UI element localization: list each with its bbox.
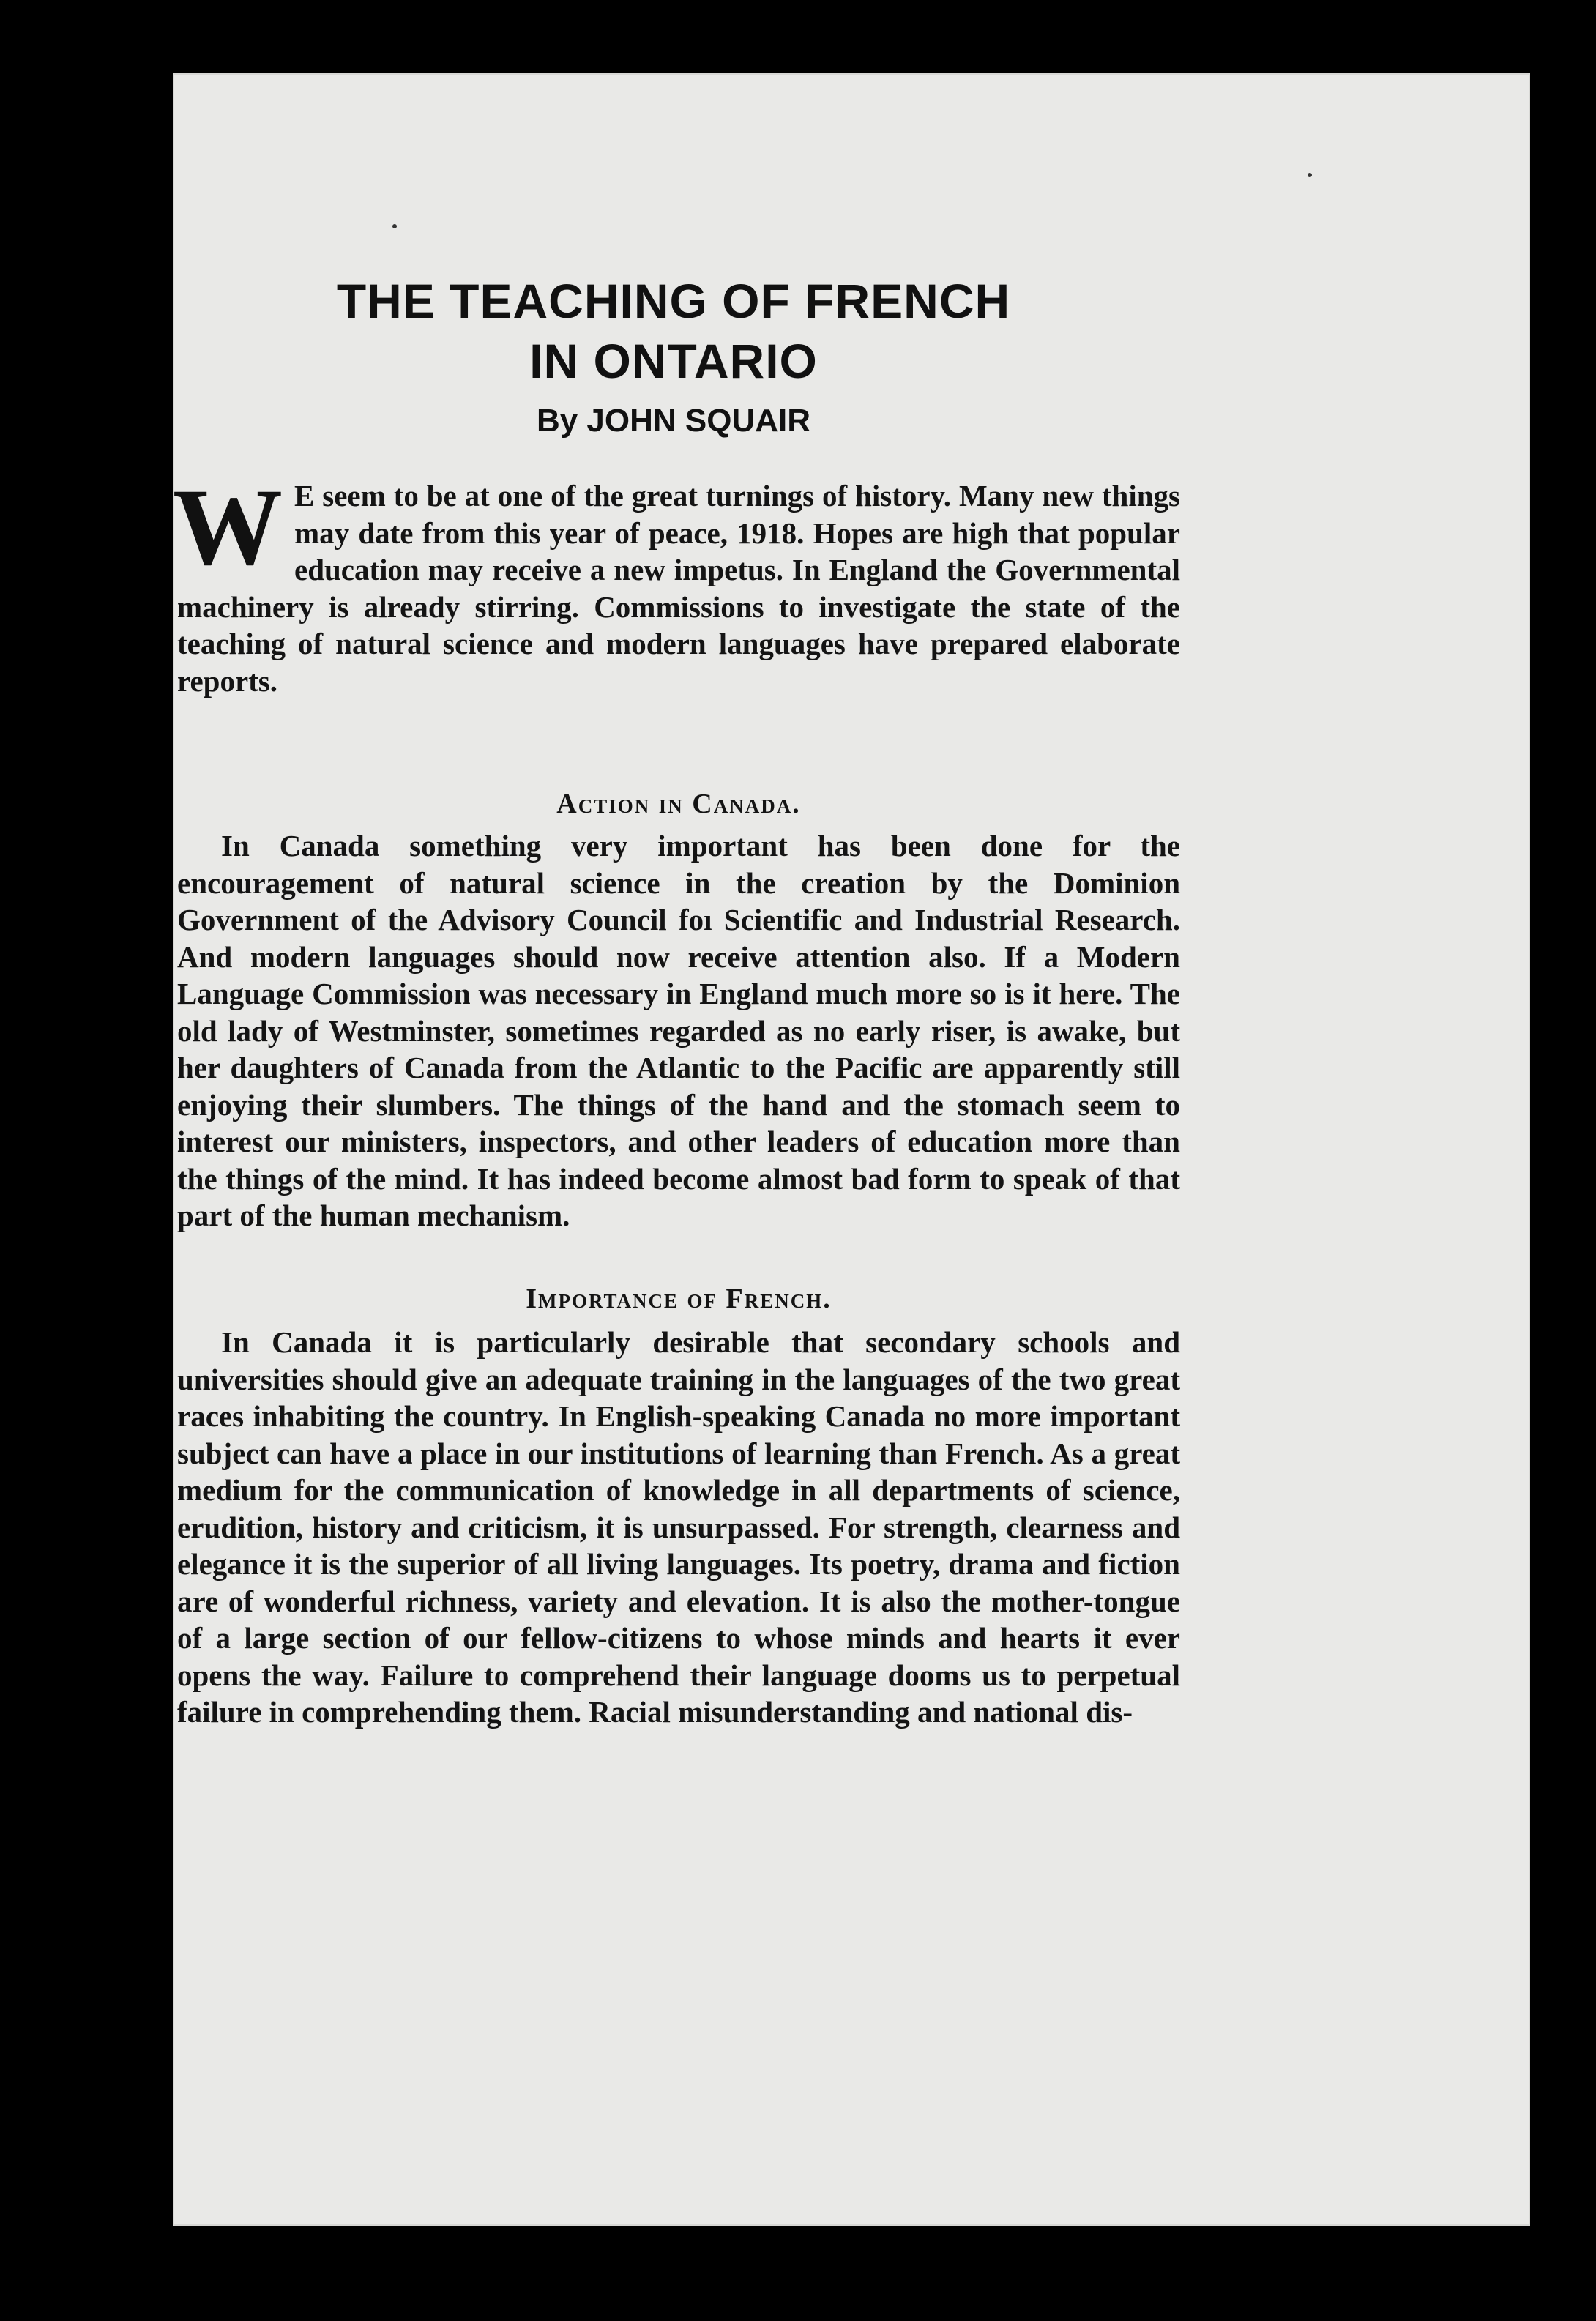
paper-speck: [1308, 173, 1312, 177]
section-paragraph-importance-of-french: In Canada it is particularly desirable that secondary schools and universities should give an adequate training in the languages of the two great races inhabiting the country. In English-speaking Canada no more important subject can have a place in our institutions of learning than French. As a great medium for the communication of knowledge in all departments of science, erudition, history and criticism, it is unsurpassed. For strength, clearness and elegance it is the superior of all living languages. Its poetry, drama and fiction are of wonderful richness, variety and elevation. It is also the mother-tongue of a large section of our fellow-citizens to whose minds and hearts it ever opens the way. Failure to comprehend their language dooms us to perpetual failure in comprehending them. Racial misunderstanding and national dis-: [177, 1325, 1180, 1729]
article-byline: By JOHN SQUAIR: [536, 403, 811, 439]
section-heading-action-in-canada: Action in Canada.: [556, 789, 801, 819]
section-paragraph-action-in-canada: In Canada something very important has been done for the encouragement of natural science in the creation by the Dominion Government of the Advisory Council foı Scientific and Industrial Research. And modern languages should now receive attention also. If a Modern Language Commission was necessary in England much more so is it here. The old lady of Westminster, sometimes regarded as no early riser, is awake, but her daughters of Canada from the Atlantic to the Pacific are apparently still enjoying their slumbers. The things of the hand and the stomach seem to interest our ministers, inspectors, and other leaders of education more than the things of the mind. It has indeed become almost bad form to speak of that part of the human mechanism.: [177, 829, 1180, 1232]
drop-cap: W: [173, 466, 283, 588]
intro-text: E seem to be at one of the great turnings of history. Many new things may date from this year of peace, 1918. Hopes are high that popular education may receive a new impetus. In England the Governmental machinery is already stirring. Commissions to investigate the state of the teaching of natural science and modern languages have prepared elaborate reports.: [177, 479, 1180, 698]
article-title: [293, 271, 1054, 391]
title-line-1: THE TEACHING OF FRENCH: [336, 274, 1011, 328]
title-line-2: IN ONTARIO: [529, 334, 818, 388]
paper-speck: [392, 224, 397, 228]
section-heading-importance-of-french: Importance of French.: [526, 1284, 832, 1314]
intro-paragraph: [173, 466, 1180, 699]
